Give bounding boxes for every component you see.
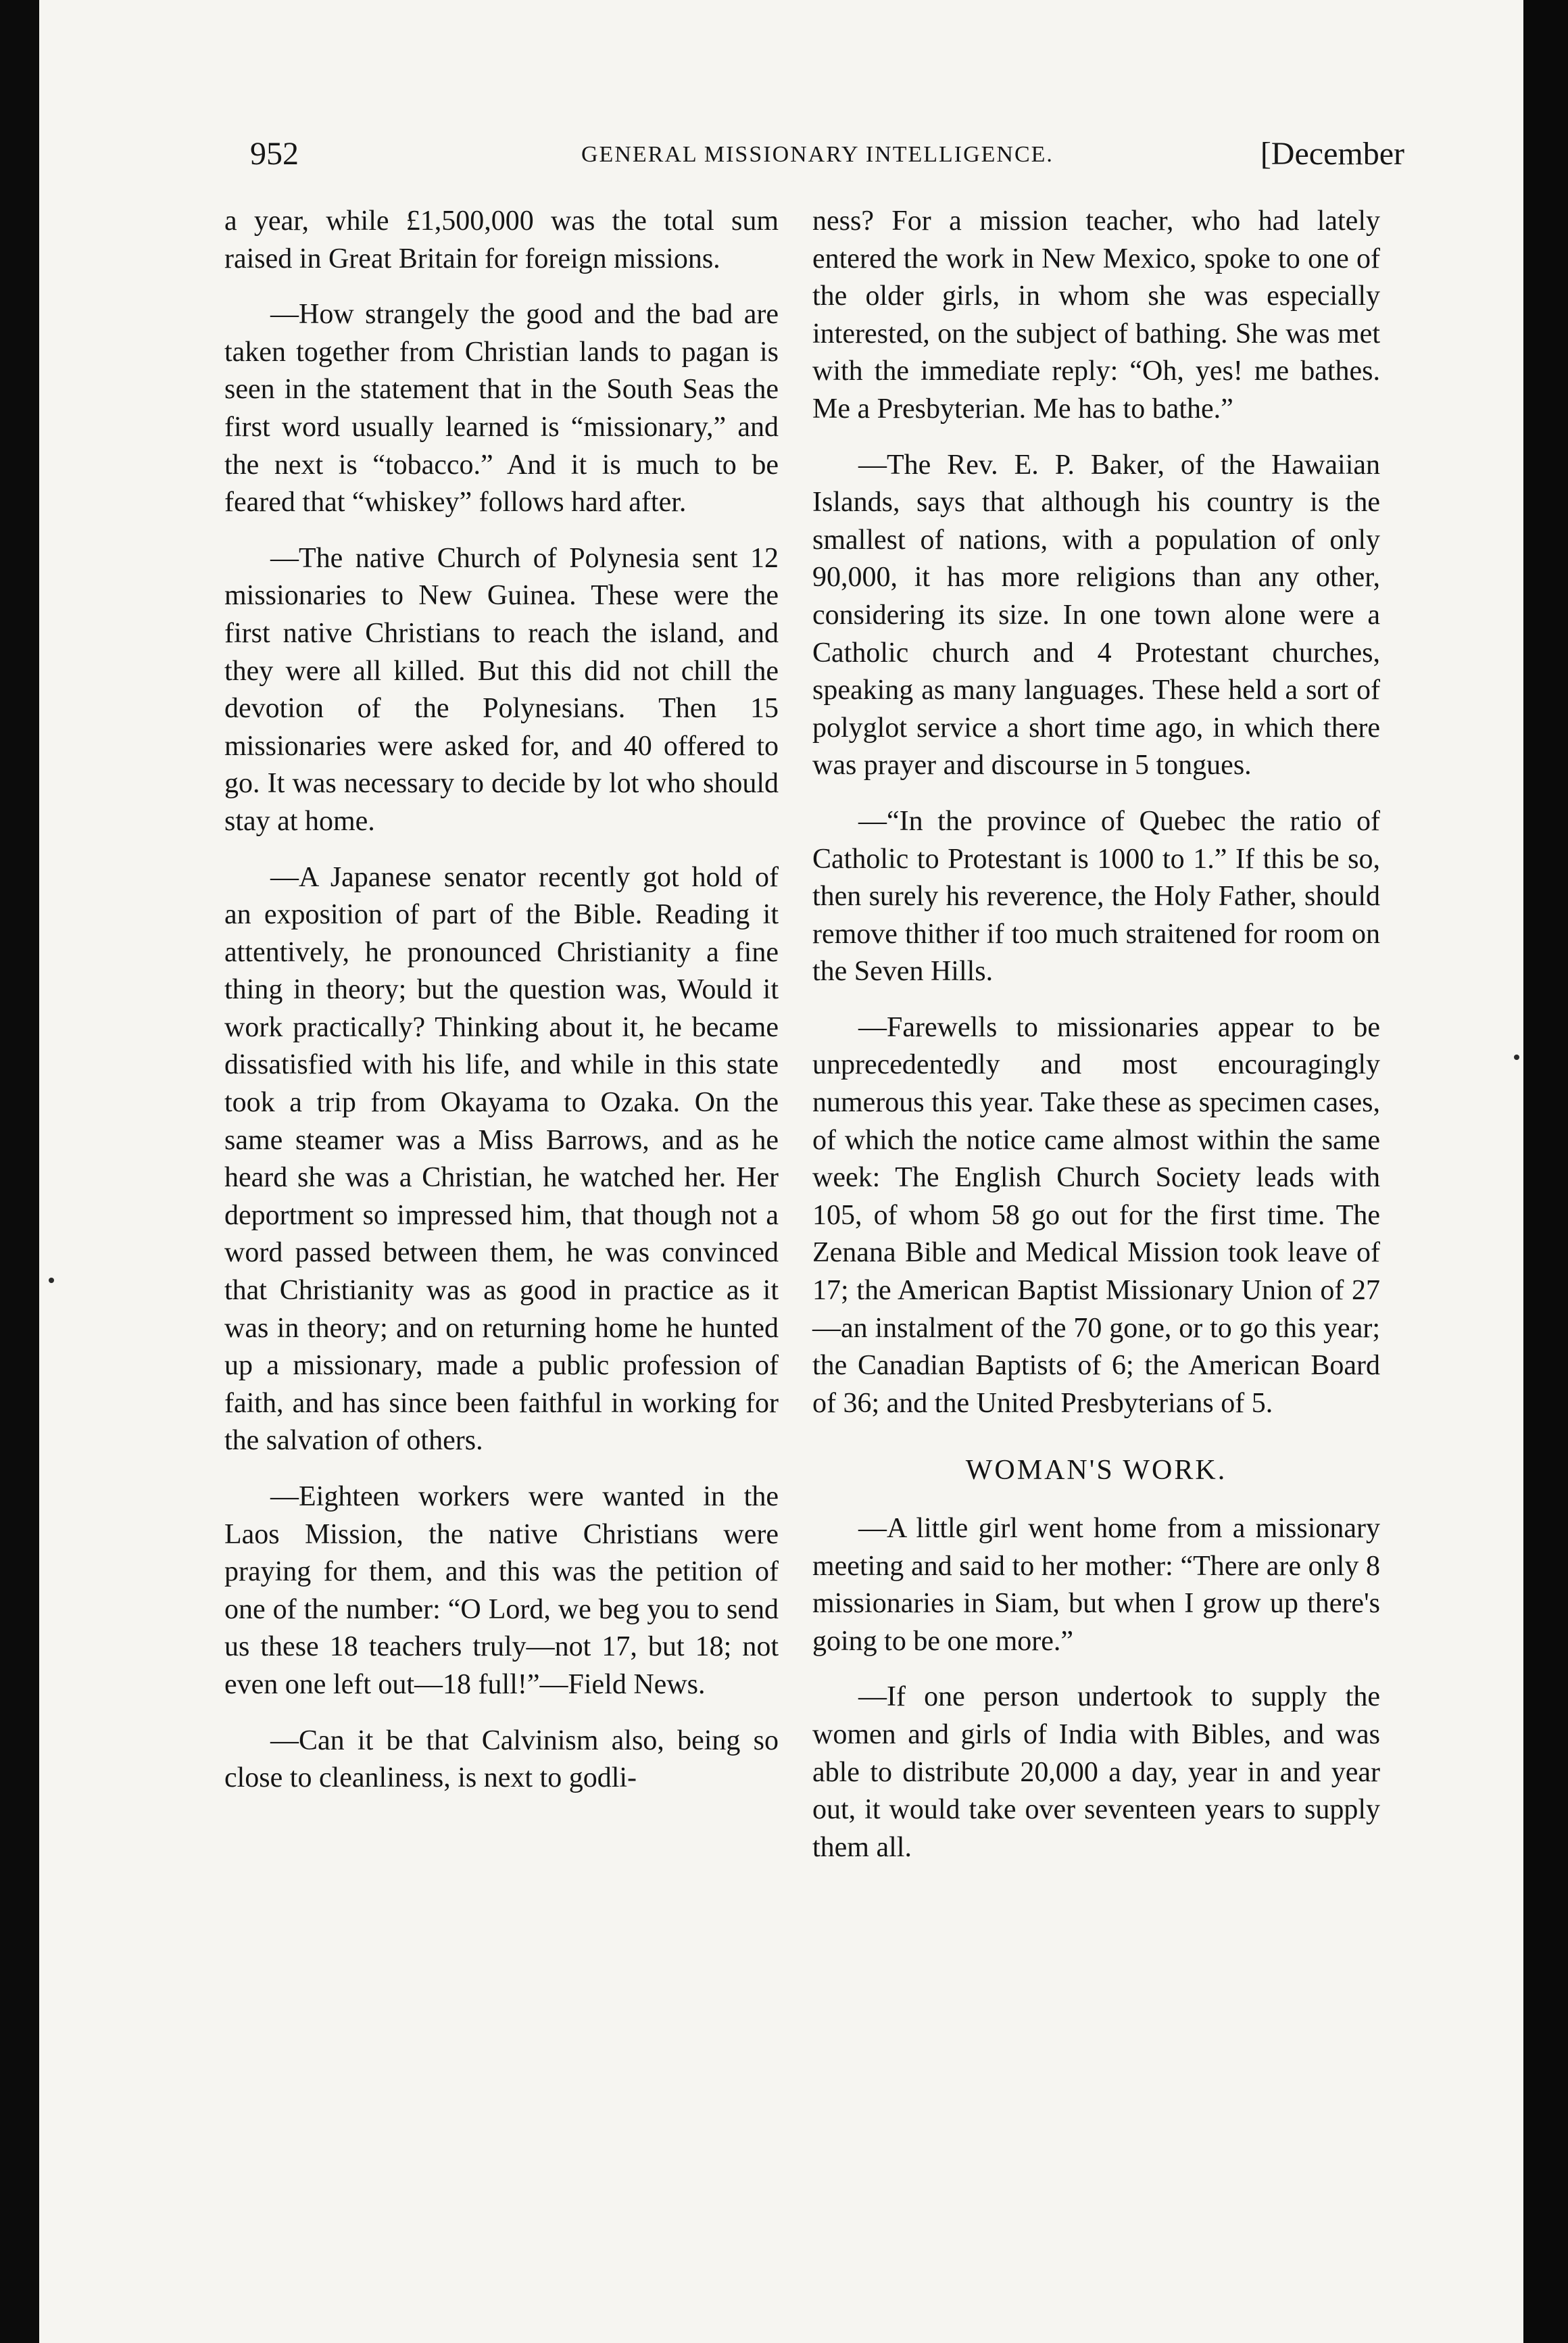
scan-border-left — [0, 0, 39, 2343]
paragraph: —If one person undertook to supply the women and girls of India with Bibles, and was able to distribute 20,000 a day, year in and year out, it would take over seventeen years to supply them all. — [812, 1681, 1380, 1863]
page-header — [250, 135, 1404, 176]
paragraph: —The Rev. E. P. Baker, of the Hawaiian Islands, says that although his country is the smallest of nations, with a population of only 90,000, it has more religions than any other, considering its size. In one town alone were a Catholic church and 4 Protestant churches, speaking as many languages. These held a sort of polyglot service a short time ago, in which there was prayer and discourse in 5 tongues. — [812, 449, 1380, 781]
paragraph: —How strangely the good and the bad are taken together from Christian lands to pagan is seen in the statement that in the South Seas the first word usually learned is “missionary,” and the next is “tobacco.” And it is much to be feared that “whiskey” follows hard after. — [224, 299, 779, 518]
paragraph: ness? For a mission teacher, who had lately entered the work in New Mexico, spoke to one of the older girls, in whom she was especially interested, on the subject of bathing. She was met with the immediate reply: “Oh, yes! me bathes. Me a Presbyterian. Me has to bathe.” — [812, 206, 1380, 425]
scan-speck — [1514, 1055, 1519, 1060]
right-column — [812, 203, 1380, 1885]
paragraph: a year, while £1,500,000 was the total sum raised in Great Britain for foreign missions. — [224, 206, 779, 274]
page-number: 952 — [250, 136, 299, 172]
paragraph: —Eighteen workers were wanted in the Laos Mission, the native Christians were praying for them, and this was the petition of one of the number: “O Lord, we beg you to send us these 18 teachers truly—not 17, but 18; not even one left out—18 full!”—Field News. — [224, 1481, 779, 1700]
paragraph: —Farewells to missionaries appear to be unprecedentedly and most encouragingly numerous this year. Take these as specimen cases, of which the notice came almost within the same week: The English Church Society leads with 105, of whom 58 go out for the first time. The Zenana Bible and Medical Mission took leave of 17; the American Baptist Missionary Union of 27—an instalment of the 70 gone, or to go this year; the Canadian Baptists of 6; the American Board of 36; and the United Presbyterians of 5. — [812, 1011, 1380, 1419]
paragraph: —A little girl went home from a missionary meeting and said to her mother: “There are only 8 missionaries in Siam, but when I grow up there's going to be one more.” — [812, 1513, 1380, 1657]
scan-border-right — [1523, 0, 1568, 2343]
paragraph: —Can it be that Calvinism also, being so close to cleanliness, is next to godli- — [224, 1724, 779, 1794]
month-label: [December — [1260, 136, 1404, 172]
scan-speck — [49, 1278, 54, 1283]
paragraph: —“In the province of Quebec the ratio of Catholic to Protestant is 1000 to 1.” If this be so, then surely his reverence, the Holy Father, should remove thither if too much straitened for room on the Seven Hills. — [812, 805, 1380, 988]
section-heading: WOMAN'S WORK. — [965, 1455, 1227, 1487]
paragraph: —A Japanese senator recently got hold of an exposition of part of the Bible. Reading it attentively, he pronounced Christianity a fine thing in theory; but the question was, Would it work practically? Thinking about it, he became dissatisfied with his life, and while in this state took a trip from Okayama to Ozaka. On the same steamer was a Miss Barrows, and as he heard she was a Christian, he watched her. Her deportment so impressed him, that though not a word passed between them, he was convinced that Christianity was as good in practice as it was in theory; and on returning home he hunted up a missionary, made a public profession of faith, and has since been faithful in working for the salvation of others. — [224, 861, 779, 1457]
running-head: GENERAL MISSIONARY INTELLIGENCE. — [581, 142, 1054, 167]
left-column — [224, 203, 779, 1816]
paragraph: —The native Church of Polynesia sent 12 missionaries to New Guinea. These were the first native Christians to reach the island, and they were all killed. But this did not chill the devotion of the Polynesians. Then 15 missionaries were asked for, and 40 offered to go. It was necessary to decide by lot who should stay at home. — [224, 542, 779, 837]
